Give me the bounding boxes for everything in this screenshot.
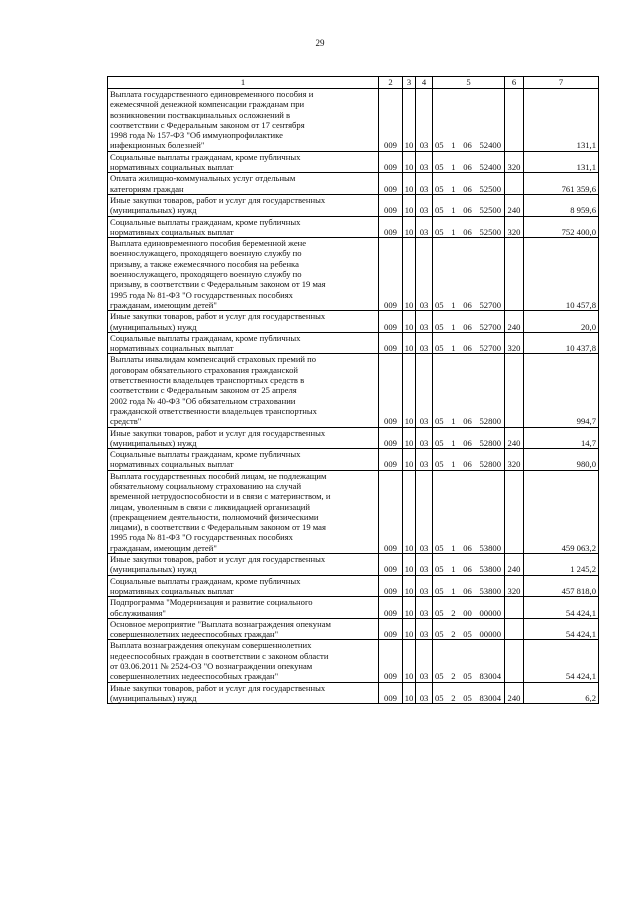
table-row <box>108 618 599 640</box>
expense-type-code: 240 <box>505 554 524 576</box>
target-article-part: 52500 <box>479 205 501 216</box>
ministry-code: 009 <box>379 173 403 195</box>
section-code: 10 <box>403 89 416 152</box>
target-article-part: 06 <box>463 321 472 332</box>
section-code: 10 <box>403 173 416 195</box>
target-article-part: 53800 <box>479 542 501 553</box>
header-cell: 6 <box>505 77 524 89</box>
target-article-part: 06 <box>463 416 472 427</box>
target-article-part: 06 <box>463 459 472 470</box>
expense-type-code: 320 <box>505 151 524 173</box>
amount: 10 437,8 <box>524 332 599 354</box>
target-article-parts <box>433 343 504 353</box>
page-number: 29 <box>315 38 325 48</box>
amount: 457 818,0 <box>524 575 599 597</box>
table-row <box>108 682 599 704</box>
budget-table <box>107 76 599 704</box>
table-row <box>108 216 599 238</box>
row-name: Социальные выплаты гражданам, кроме публичных нормативных социальных выплат <box>108 575 379 597</box>
table-row <box>108 575 599 597</box>
target-article-code <box>433 332 505 354</box>
subsection-code: 03 <box>416 682 433 704</box>
target-article-part: 00000 <box>479 629 501 640</box>
ministry-code: 009 <box>379 575 403 597</box>
expense-type-code: 240 <box>505 194 524 216</box>
target-article-part: 1 <box>451 321 456 332</box>
target-article-part: 2 <box>451 629 456 640</box>
table-row <box>108 194 599 216</box>
target-article-part: 1 <box>451 205 456 216</box>
subsection-code: 03 <box>416 354 433 427</box>
ministry-code: 009 <box>379 216 403 238</box>
target-article-parts <box>433 564 504 574</box>
target-article-part: 06 <box>463 162 472 173</box>
target-article-parts <box>433 300 504 310</box>
row-name: Социальные выплаты гражданам, кроме публичных нормативных социальных выплат <box>108 216 379 238</box>
target-article-part: 05 <box>435 542 444 553</box>
section-code: 10 <box>403 311 416 333</box>
table-row <box>108 427 599 449</box>
section-code: 10 <box>403 618 416 640</box>
target-article-parts <box>433 140 504 150</box>
ministry-code: 009 <box>379 618 403 640</box>
expense-type-code: 240 <box>505 427 524 449</box>
amount: 994,7 <box>524 354 599 427</box>
expense-type-code <box>505 470 524 553</box>
target-article-part: 05 <box>435 585 444 596</box>
target-article-part: 53800 <box>479 585 501 596</box>
target-article-part: 05 <box>435 437 444 448</box>
subsection-code: 03 <box>416 216 433 238</box>
target-article-part: 05 <box>463 671 472 682</box>
subsection-code: 03 <box>416 238 433 311</box>
section-code: 10 <box>403 354 416 427</box>
table-row <box>108 151 599 173</box>
table-row <box>108 332 599 354</box>
target-article-part: 05 <box>435 299 444 310</box>
section-code: 10 <box>403 194 416 216</box>
target-article-part: 1 <box>451 416 456 427</box>
table-header-row <box>108 77 599 89</box>
section-code: 10 <box>403 427 416 449</box>
target-article-part: 1 <box>451 459 456 470</box>
target-article-part: 00 <box>463 607 472 618</box>
section-code: 10 <box>403 575 416 597</box>
target-article-code <box>433 311 505 333</box>
target-article-part: 53800 <box>479 564 501 575</box>
subsection-code: 03 <box>416 554 433 576</box>
header-cell: 3 <box>403 77 416 89</box>
target-article-parts <box>433 205 504 215</box>
ministry-code: 009 <box>379 449 403 471</box>
subsection-code: 03 <box>416 311 433 333</box>
section-code: 10 <box>403 554 416 576</box>
table-row <box>108 89 599 152</box>
target-article-part: 1 <box>451 564 456 575</box>
ministry-code: 009 <box>379 554 403 576</box>
expense-type-code: 240 <box>505 682 524 704</box>
amount: 131,1 <box>524 89 599 152</box>
target-article-part: 52800 <box>479 437 501 448</box>
target-article-code <box>433 354 505 427</box>
expense-type-code <box>505 173 524 195</box>
row-name: Выплата государственного единовременного пособия и ежемесячной денежной компенсации гражданам при возникновении поствакцинальных осложнений в соответствии с Федеральным законом от 17 сентября 1998 года № 157-ФЗ "Об иммунопрофилактике инфекционных болезней" <box>108 89 379 152</box>
amount: 20,0 <box>524 311 599 333</box>
ministry-code: 009 <box>379 640 403 682</box>
target-article-parts <box>433 543 504 553</box>
target-article-part: 1 <box>451 585 456 596</box>
row-name: Социальные выплаты гражданам, кроме публичных нормативных социальных выплат <box>108 449 379 471</box>
ministry-code: 009 <box>379 151 403 173</box>
table-row <box>108 554 599 576</box>
target-article-part: 1 <box>451 437 456 448</box>
target-article-code <box>433 194 505 216</box>
target-article-part: 52700 <box>479 321 501 332</box>
section-code: 10 <box>403 332 416 354</box>
target-article-code <box>433 151 505 173</box>
row-name: Социальные выплаты гражданам, кроме публичных нормативных социальных выплат <box>108 151 379 173</box>
amount: 459 063,2 <box>524 470 599 553</box>
target-article-part: 83004 <box>479 671 501 682</box>
row-name: Иные закупки товаров, работ и услуг для государственных (муниципальных) нужд <box>108 554 379 576</box>
target-article-part: 06 <box>463 343 472 354</box>
target-article-code <box>433 640 505 682</box>
amount: 54 424,1 <box>524 597 599 619</box>
target-article-code <box>433 470 505 553</box>
target-article-parts <box>433 459 504 469</box>
target-article-parts <box>433 416 504 426</box>
section-code: 10 <box>403 597 416 619</box>
target-article-part: 1 <box>451 299 456 310</box>
target-article-part: 05 <box>435 459 444 470</box>
target-article-part: 06 <box>463 437 472 448</box>
ministry-code: 009 <box>379 427 403 449</box>
target-article-code <box>433 216 505 238</box>
row-name: Выплата вознаграждения опекунам совершеннолетних недееспособных граждан в соответствии с законом области от 03.06.2011 № 2524-ОЗ "О вознаграждении опекунам совершеннолетних недееспособных граждан" <box>108 640 379 682</box>
target-article-part: 05 <box>435 205 444 216</box>
amount: 752 400,0 <box>524 216 599 238</box>
subsection-code: 03 <box>416 618 433 640</box>
target-article-code <box>433 554 505 576</box>
target-article-part: 1 <box>451 140 456 151</box>
target-article-part: 06 <box>463 140 472 151</box>
target-article-part: 06 <box>463 542 472 553</box>
row-name: Иные закупки товаров, работ и услуг для государственных (муниципальных) нужд <box>108 427 379 449</box>
expense-type-code <box>505 238 524 311</box>
target-article-part: 06 <box>463 585 472 596</box>
ministry-code: 009 <box>379 332 403 354</box>
amount: 761 359,6 <box>524 173 599 195</box>
target-article-part: 06 <box>463 205 472 216</box>
expense-type-code <box>505 354 524 427</box>
target-article-part: 06 <box>463 226 472 237</box>
target-article-parts <box>433 162 504 172</box>
subsection-code: 03 <box>416 332 433 354</box>
target-article-parts <box>433 629 504 639</box>
header-cell: 1 <box>108 77 379 89</box>
target-article-parts <box>433 586 504 596</box>
table-row <box>108 238 599 311</box>
target-article-code <box>433 89 505 152</box>
ministry-code: 009 <box>379 311 403 333</box>
amount: 980,0 <box>524 449 599 471</box>
target-article-part: 52800 <box>479 416 501 427</box>
row-name: Иные закупки товаров, работ и услуг для государственных (муниципальных) нужд <box>108 311 379 333</box>
subsection-code: 03 <box>416 640 433 682</box>
target-article-part: 52700 <box>479 343 501 354</box>
subsection-code: 03 <box>416 575 433 597</box>
target-article-part: 2 <box>451 692 456 703</box>
ministry-code: 009 <box>379 238 403 311</box>
header-cell: 5 <box>433 77 505 89</box>
target-article-part: 00000 <box>479 607 501 618</box>
target-article-part: 1 <box>451 343 456 354</box>
target-article-part: 1 <box>451 162 456 173</box>
target-article-part: 2 <box>451 607 456 618</box>
target-article-parts <box>433 227 504 237</box>
ministry-code: 009 <box>379 470 403 553</box>
expense-type-code <box>505 618 524 640</box>
target-article-part: 05 <box>435 343 444 354</box>
expense-type-code <box>505 597 524 619</box>
subsection-code: 03 <box>416 597 433 619</box>
target-article-parts <box>433 184 504 194</box>
expense-type-code: 320 <box>505 216 524 238</box>
subsection-code: 03 <box>416 173 433 195</box>
expense-type-code: 320 <box>505 575 524 597</box>
row-name: Оплата жилищно-коммунальных услуг отдельным категориям граждан <box>108 173 379 195</box>
subsection-code: 03 <box>416 89 433 152</box>
section-code: 10 <box>403 640 416 682</box>
subsection-code: 03 <box>416 151 433 173</box>
target-article-part: 52400 <box>479 140 501 151</box>
target-article-parts <box>433 322 504 332</box>
amount: 54 424,1 <box>524 618 599 640</box>
target-article-part: 06 <box>463 299 472 310</box>
target-article-part: 05 <box>435 162 444 173</box>
table-row <box>108 449 599 471</box>
row-name: Основное мероприятие "Выплата вознаграждения опекунам совершеннолетних недееспособных граждан" <box>108 618 379 640</box>
table-row <box>108 354 599 427</box>
target-article-part: 05 <box>435 671 444 682</box>
ministry-code: 009 <box>379 194 403 216</box>
target-article-part: 05 <box>463 692 472 703</box>
amount: 131,1 <box>524 151 599 173</box>
section-code: 10 <box>403 216 416 238</box>
target-article-part: 05 <box>435 416 444 427</box>
target-article-part: 05 <box>463 629 472 640</box>
expense-type-code: 240 <box>505 311 524 333</box>
target-article-part: 05 <box>435 226 444 237</box>
row-name: Подпрограмма "Модернизация и развитие социального обслуживания" <box>108 597 379 619</box>
target-article-parts <box>433 693 504 703</box>
target-article-part: 06 <box>463 564 472 575</box>
target-article-code <box>433 427 505 449</box>
section-code: 10 <box>403 682 416 704</box>
target-article-part: 05 <box>435 629 444 640</box>
section-code: 10 <box>403 449 416 471</box>
section-code: 10 <box>403 151 416 173</box>
amount: 6,2 <box>524 682 599 704</box>
subsection-code: 03 <box>416 427 433 449</box>
target-article-part: 52700 <box>479 299 501 310</box>
row-name: Выплата государственных пособий лицам, не подлежащим обязательному социальному страхованию на случай временной нетрудоспособности и в связи с материнством, и лицам, уволенным в связи с ликвидацией организаций (прекращением деятельности, полномочий физическими лицами), в соответствии с Федеральным законом от 19 мая 1995 года № 81-ФЗ "О государственных пособиях гражданам, имеющим детей" <box>108 470 379 553</box>
amount: 54 424,1 <box>524 640 599 682</box>
expense-type-code <box>505 89 524 152</box>
table-row <box>108 173 599 195</box>
target-article-part: 05 <box>435 140 444 151</box>
target-article-part: 05 <box>435 321 444 332</box>
header-cell: 2 <box>379 77 403 89</box>
target-article-code <box>433 449 505 471</box>
amount: 14,7 <box>524 427 599 449</box>
row-name: Социальные выплаты гражданам, кроме публичных нормативных социальных выплат <box>108 332 379 354</box>
table-row <box>108 597 599 619</box>
target-article-code <box>433 173 505 195</box>
table-row <box>108 311 599 333</box>
target-article-code <box>433 575 505 597</box>
target-article-code <box>433 597 505 619</box>
ministry-code: 009 <box>379 354 403 427</box>
target-article-part: 1 <box>451 183 456 194</box>
table-row <box>108 470 599 553</box>
target-article-part: 05 <box>435 607 444 618</box>
target-article-parts <box>433 608 504 618</box>
target-article-part: 52500 <box>479 183 501 194</box>
target-article-code <box>433 618 505 640</box>
target-article-part: 05 <box>435 692 444 703</box>
header-cell: 4 <box>416 77 433 89</box>
target-article-part: 05 <box>435 183 444 194</box>
section-code: 10 <box>403 470 416 553</box>
target-article-part: 83004 <box>479 692 501 703</box>
target-article-part: 52800 <box>479 459 501 470</box>
row-name: Выплата единовременного пособия беременной жене военнослужащего, проходящего военную службу по призыву, а также ежемесячного пособия на ребенка военнослужащего, проходящего военную службу по призыву, в соответствии с Федеральным законом от 19 мая 1995 года № 81-ФЗ "О государственных пособиях гражданам, имеющим детей" <box>108 238 379 311</box>
target-article-part: 1 <box>451 542 456 553</box>
target-article-part: 52500 <box>479 226 501 237</box>
expense-type-code: 320 <box>505 332 524 354</box>
target-article-part: 2 <box>451 671 456 682</box>
subsection-code: 03 <box>416 449 433 471</box>
target-article-code <box>433 238 505 311</box>
target-article-code <box>433 682 505 704</box>
subsection-code: 03 <box>416 194 433 216</box>
subsection-code: 03 <box>416 470 433 553</box>
target-article-part: 05 <box>435 564 444 575</box>
expense-type-code: 320 <box>505 449 524 471</box>
expense-type-code <box>505 640 524 682</box>
row-name: Иные закупки товаров, работ и услуг для государственных (муниципальных) нужд <box>108 682 379 704</box>
ministry-code: 009 <box>379 89 403 152</box>
target-article-part: 06 <box>463 183 472 194</box>
amount: 1 245,2 <box>524 554 599 576</box>
amount: 8 959,6 <box>524 194 599 216</box>
row-name: Иные закупки товаров, работ и услуг для государственных (муниципальных) нужд <box>108 194 379 216</box>
ministry-code: 009 <box>379 682 403 704</box>
ministry-code: 009 <box>379 597 403 619</box>
target-article-parts <box>433 671 504 681</box>
target-article-part: 52400 <box>479 162 501 173</box>
target-article-parts <box>433 438 504 448</box>
target-article-part: 1 <box>451 226 456 237</box>
table-row <box>108 640 599 682</box>
row-name: Выплаты инвалидам компенсаций страховых премий по договорам обязательного страхования гражданской ответственности владельцев транспортных средств в соответствии с Федеральным законом от 25 апреля 2002 года № 40-ФЗ "Об обязательном страховании гражданской ответственности владельцев транспортных средств" <box>108 354 379 427</box>
amount: 10 457,8 <box>524 238 599 311</box>
section-code: 10 <box>403 238 416 311</box>
header-cell: 7 <box>524 77 599 89</box>
